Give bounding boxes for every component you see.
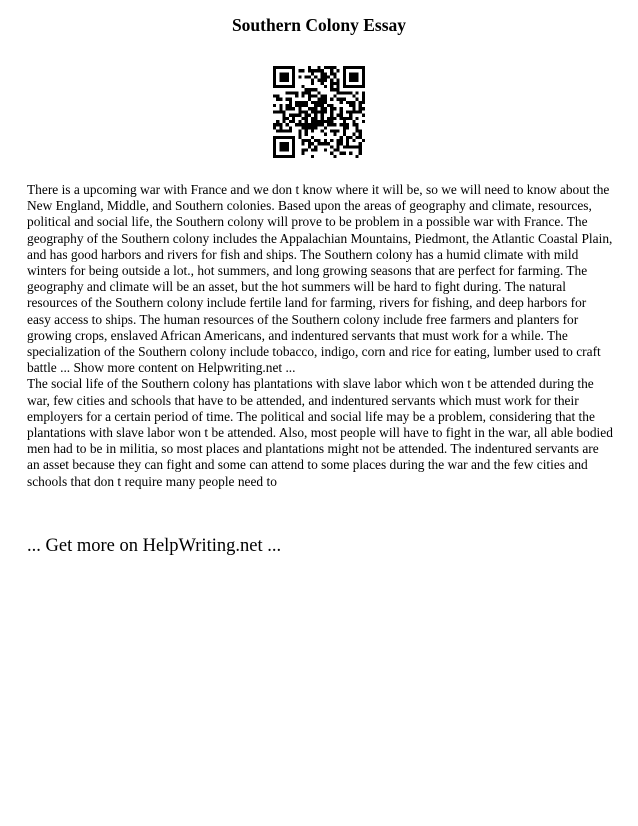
qr-code-image	[273, 66, 365, 158]
page-title: Southern Colony Essay	[231, 15, 407, 35]
essay-paragraph: The social life of the Southern colony has plantations with slave labor which won t be attended during the war, few cities and schools that have to be attended, and indentured servants which must work for their employers for a certain period of time. The political and social life may be a problem, considering that the plantations with slave labor won t be attended. Also, most people will have to fight in the war, all able bodied men had to be in militia, so most places and plantations might not be attended. The indentured servants are an asset because they can fight and some can attend to some places during the war and the few cities and schools that don t require many people need to	[27, 376, 613, 489]
essay-paragraph: There is a upcoming war with France and we don t know where it will be, so we will need to know about the New England, Middle, and Southern colonies. Based upon the areas of geography and climate, resources, political and social life, the Southern colony will prove to be problem in a possible war with France. The geography of the Southern colony includes the Appalachian Mountains, Piedmont, the Atlantic Coastal Plain, and has good harbors and rivers for fish and ships. The Southern colony has a humid climate with mild winters for being outside a lot., hot summers, and long growing seasons that are perfect for farming. The geography and climate will be an asset, but the hot summers will be hard to fight during. The natural resources of the Southern colony include fertile land for farming, rivers for fishing, and deep harbors for easy access to ships. The human resources of the Southern colony include free farmers and planters for growing crops, enslaved African Americans, and indentured servants that must work for a while. The specialization of the Southern colony include tobacco, indigo, corn and rice for eating, lumber used to craft battle ... Show more content on Helpwriting.net ...	[27, 182, 613, 376]
qr-code[interactable]	[273, 66, 365, 158]
essay-body	[27, 182, 613, 490]
get-more-link[interactable]: ... Get more on HelpWriting.net ...	[27, 536, 282, 556]
